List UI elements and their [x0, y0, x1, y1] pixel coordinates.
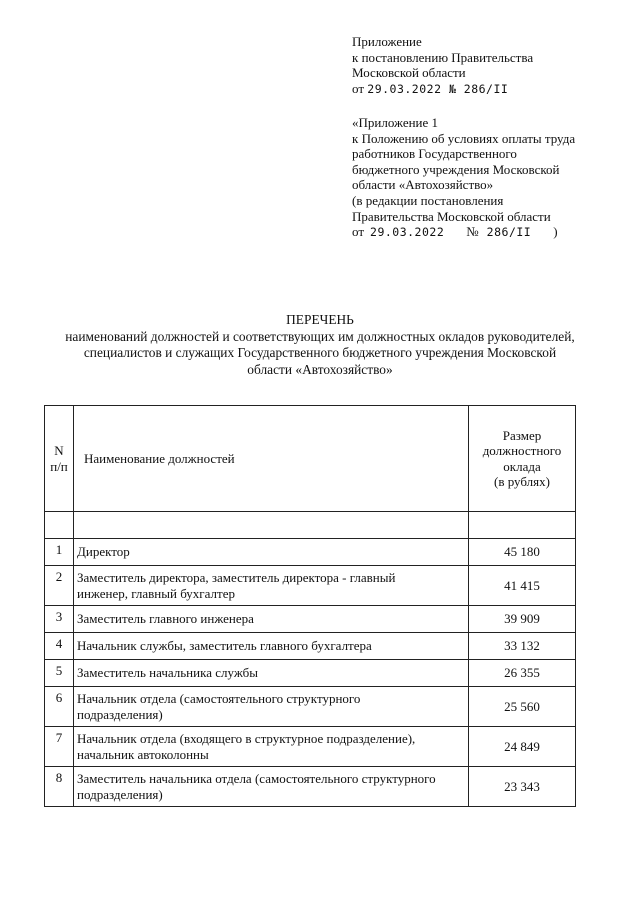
row-position-line-2: подразделения) — [77, 786, 163, 802]
attachment-line-2: к Положению об условиях оплаты труда — [352, 130, 576, 146]
row-salary: 24 849 — [469, 727, 576, 767]
header-salary-line-3: оклада — [503, 458, 541, 474]
title-line-3: области «Автохозяйство» — [247, 361, 393, 377]
header-salary — [469, 406, 576, 512]
row-number: 5 — [45, 660, 74, 687]
row-number: 3 — [45, 606, 74, 633]
table-header-row — [45, 406, 576, 512]
table-row — [45, 687, 576, 727]
row-salary: 26 355 — [469, 660, 576, 687]
table-row — [45, 606, 576, 633]
title-heading: ПЕРЕЧЕНЬ — [286, 312, 354, 327]
row-salary: 41 415 — [469, 566, 576, 606]
positions-table — [44, 405, 576, 807]
row-number: 2 — [45, 566, 74, 606]
table-row — [45, 660, 576, 687]
attachment-ot-label: от — [352, 224, 365, 240]
table-row — [45, 633, 576, 660]
header-salary-line-1: Размер — [502, 427, 542, 443]
row-position — [74, 687, 469, 727]
attachment-close-paren: ) — [553, 224, 558, 240]
row-salary: 33 132 — [469, 633, 576, 660]
row-position — [74, 767, 469, 807]
row-salary: 23 343 — [469, 767, 576, 807]
row-number: 4 — [45, 633, 74, 660]
row-position — [74, 660, 469, 687]
approval-line-3: Московской области — [352, 65, 466, 81]
header-salary-line-2: должностного — [482, 443, 562, 458]
attachment-number: 286/II — [486, 225, 532, 240]
approval-line-1: Приложение — [352, 34, 422, 49]
approval-date-line — [352, 81, 533, 98]
attachment-line-6: (в редакции постановления — [352, 192, 504, 208]
table-spacer-row — [45, 512, 576, 539]
document-title — [30, 312, 610, 378]
approval-line-2: к постановлению Правительства — [352, 49, 534, 65]
row-position-line-1: Начальник отдела (самостоятельного структурного — [77, 691, 361, 706]
header-number-line-1: N — [54, 443, 64, 458]
row-position — [74, 727, 469, 767]
row-position — [74, 606, 469, 633]
row-salary: 39 909 — [469, 606, 576, 633]
attachment-number-sign: № — [466, 224, 479, 240]
header-salary-line-4: (в рублях) — [494, 474, 550, 489]
row-position-line-1: Заместитель директора, заместитель директора - главный — [77, 570, 396, 585]
row-number: 6 — [45, 687, 74, 727]
header-number-line-2: п/п — [50, 458, 68, 474]
attachment-block — [352, 115, 575, 241]
row-position — [74, 566, 469, 606]
row-position-line-1: Заместитель начальника отдела (самостоятельного структурного — [77, 771, 436, 786]
row-position-line-2: подразделения) — [77, 706, 163, 722]
table-row — [45, 539, 576, 566]
table-row — [45, 727, 576, 767]
row-position — [74, 539, 469, 566]
table-row — [45, 566, 576, 606]
row-position — [74, 633, 469, 660]
header-position-name: Наименование должностей — [74, 406, 469, 512]
row-position-line-1: Начальник отдела (входящего в структурное подразделение), — [77, 731, 416, 746]
row-number: 8 — [45, 767, 74, 807]
attachment-date: 29.03.2022 — [370, 225, 445, 240]
approval-block — [352, 34, 533, 97]
attachment-line-1: «Приложение 1 — [352, 115, 439, 130]
title-line-2: специалистов и служащих Государственного бюджетного учреждения Московской — [83, 345, 557, 360]
row-position-line-1: Начальник службы, заместитель главного бухгалтера — [77, 638, 372, 654]
row-position-line-1: Заместитель начальника службы — [77, 665, 258, 681]
table-row — [45, 767, 576, 807]
row-position-line-2: инженер, главный бухгалтер — [77, 585, 235, 601]
attachment-line-4: бюджетного учреждения Московской — [352, 161, 560, 177]
row-salary: 25 560 — [469, 687, 576, 727]
attachment-line-3: работников Государственного — [352, 146, 517, 162]
title-line-1: наименований должностей и соответствующих им должностных окладов руководителей, — [65, 328, 575, 344]
row-salary: 45 180 — [469, 539, 576, 566]
row-number: 7 — [45, 727, 74, 767]
attachment-date-line — [352, 224, 575, 241]
row-number: 1 — [45, 539, 74, 566]
row-position-line-1: Заместитель главного инженера — [77, 611, 254, 627]
approval-ot-label: от — [352, 80, 365, 96]
row-position-line-1: Директор — [77, 544, 130, 560]
approval-date-number: 29.03.2022 № 286/II — [367, 81, 509, 96]
attachment-line-7: Правительства Московской области — [352, 208, 551, 224]
header-number — [45, 406, 74, 512]
row-position-line-2: начальник автоколонны — [77, 746, 209, 762]
attachment-line-5: области «Автохозяйство» — [352, 177, 494, 193]
